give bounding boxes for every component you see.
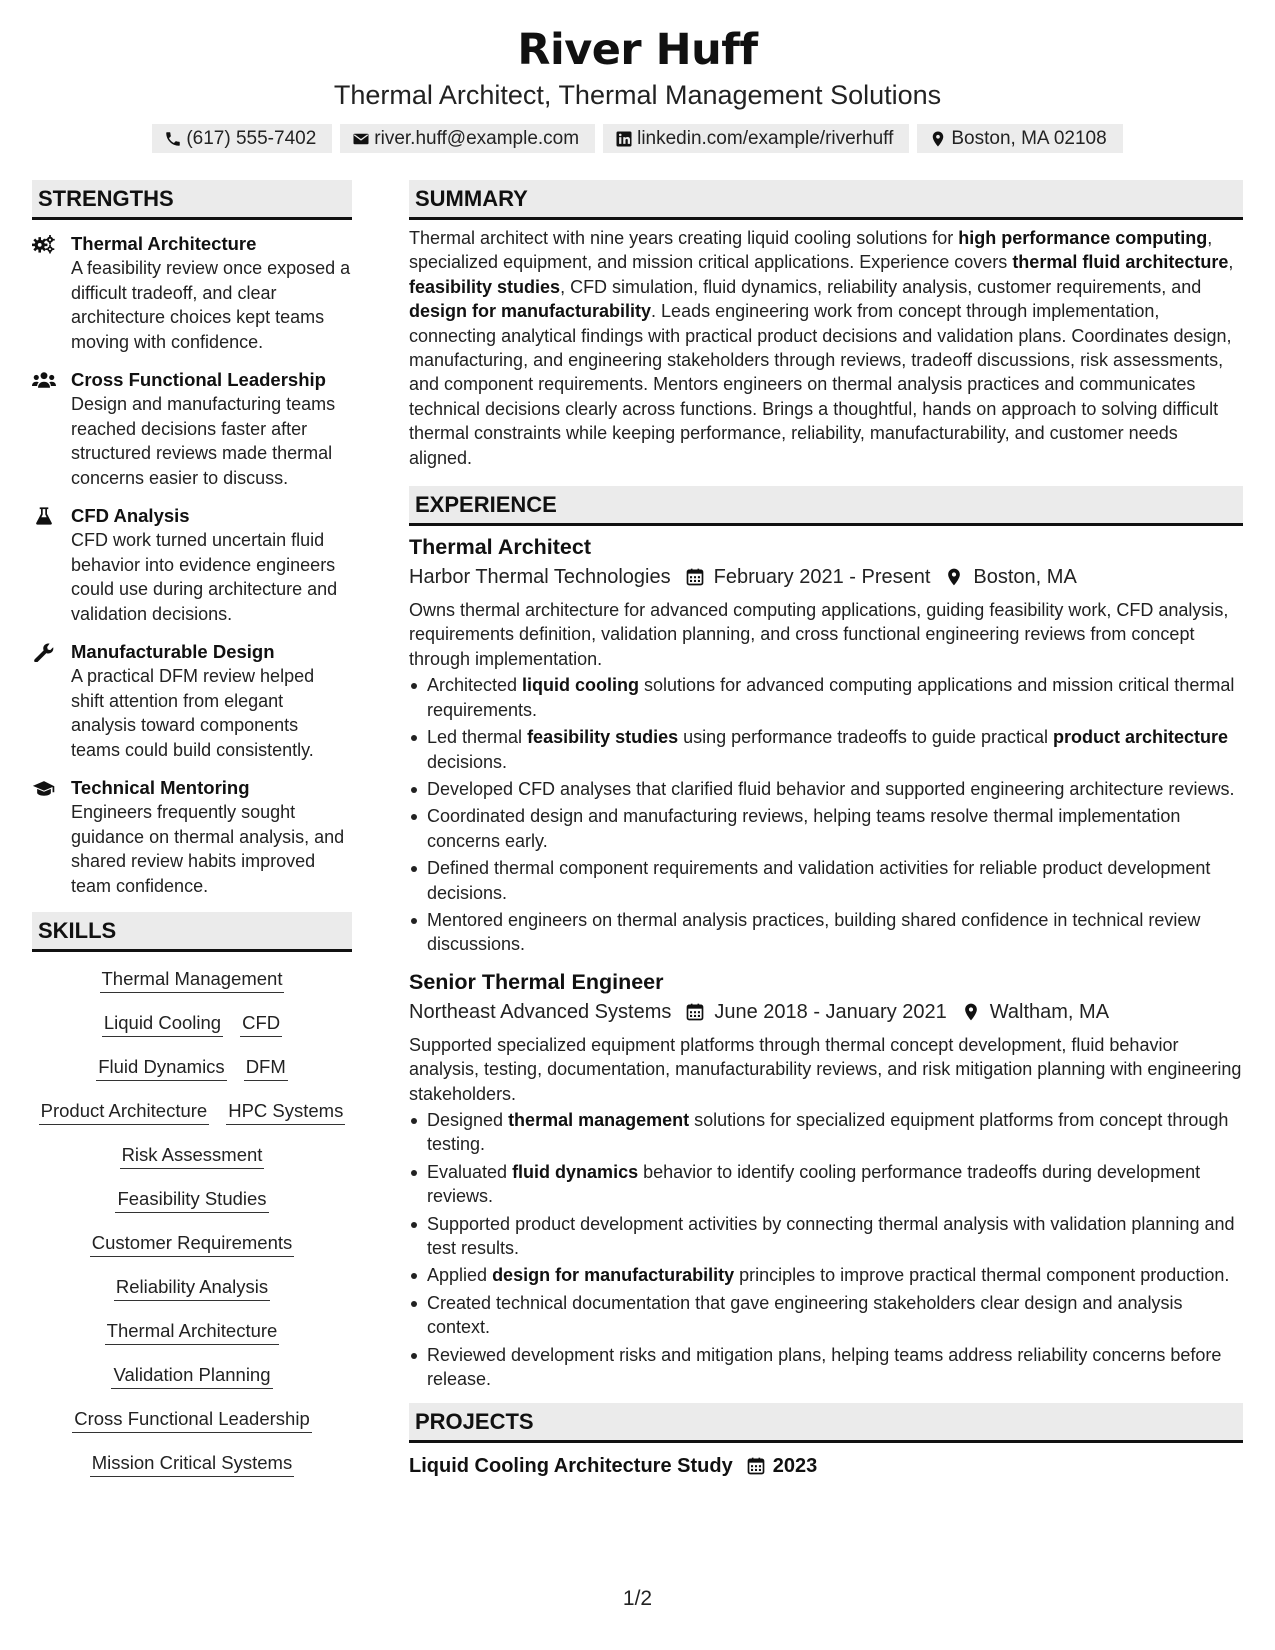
bullet-item (409, 908, 1243, 957)
text-segment: , CFD simulation, fluid dynamics, reliability analysis, customer requirements, and (560, 276, 1202, 297)
skill-tag: Thermal Management (100, 966, 285, 993)
text-segment: decisions. (427, 751, 508, 772)
bullet-item (409, 1343, 1243, 1392)
job-dates: February 2021 - Present (713, 566, 931, 589)
skill-row (32, 966, 352, 993)
text-segment: solutions for specialized equipment platforms from concept through testing. (427, 1109, 1229, 1155)
bold-keyword: design for manufacturability (409, 301, 652, 322)
job-entry (409, 532, 1243, 957)
bullet-item (409, 673, 1243, 722)
contact-email[interactable] (340, 124, 595, 153)
job-entry (409, 967, 1243, 1392)
bullet-item (409, 1108, 1243, 1157)
skill-tag: HPC Systems (226, 1098, 345, 1125)
map-pin-icon (961, 1002, 981, 1022)
strength-item (32, 640, 352, 762)
bold-keyword: product architecture (1053, 727, 1229, 748)
job-company: Northeast Advanced Systems (409, 1000, 672, 1023)
job-location-wrap (944, 562, 1076, 592)
summary-heading: SUMMARY (409, 180, 1243, 220)
users-icon (32, 370, 56, 390)
text-segment: Reviewed development risks and mitigation plans, helping teams address reliability concerns before release. (427, 1344, 1222, 1390)
skill-tag: Liquid Cooling (102, 1010, 223, 1037)
contact-location (917, 124, 1122, 153)
job-description: Owns thermal architecture for advanced computing applications, guiding feasibility work, CFD analysis, requirements definition, validation planning, and cross functional engineering reviews from concept through implementation. (409, 600, 1229, 669)
bold-keyword: fluid dynamics (512, 1161, 639, 1182)
contact-phone (152, 124, 332, 153)
text-segment: using performance tradeoffs to guide practical (678, 727, 1054, 748)
resume-header (0, 22, 1275, 153)
email-text: river.huff@example.com (374, 128, 580, 149)
text-segment: solutions for advanced computing applications and mission critical thermal requirements. (427, 675, 1235, 720)
job-dates-wrap (685, 997, 946, 1027)
strength-title: Manufacturable Design (71, 641, 275, 662)
text-segment: Thermal architect with nine years creating liquid cooling solutions for (409, 228, 959, 248)
strength-item (32, 232, 352, 354)
strength-text: A feasibility review once exposed a difficult tradeoff, and clear architecture choices kept teams moving with confidence. (71, 258, 351, 352)
strength-title: Cross Functional Leadership (71, 369, 326, 390)
bullet-item (409, 856, 1243, 905)
project-title: Liquid Cooling Architecture Study (409, 1455, 733, 1478)
text-segment: Coordinated design and manufacturing reviews, helping teams resolve thermal implementation concerns early. (427, 806, 1181, 851)
flask-icon (32, 506, 56, 526)
text-segment: Developed CFD analyses that clarified fluid behavior and supported engineering architecture reviews. (427, 778, 1235, 799)
contact-bar (0, 124, 1275, 153)
bold-keyword: thermal fluid architecture (1012, 252, 1229, 273)
strength-text: CFD work turned uncertain fluid behavior into evidence engineers could use during architecture and validation decisions. (71, 530, 338, 624)
job-meta (409, 562, 1243, 592)
skills-heading: SKILLS (32, 912, 352, 952)
bullet-item (409, 804, 1243, 853)
skill-tag: DFM (244, 1054, 288, 1081)
strength-title: Technical Mentoring (71, 777, 250, 798)
envelope-icon (352, 130, 370, 148)
calendar-icon (685, 1002, 705, 1022)
map-pin-icon (944, 567, 964, 587)
projects-heading: PROJECTS (409, 1403, 1243, 1443)
skill-row (32, 1450, 352, 1477)
strength-item (32, 504, 352, 626)
candidate-headline: Thermal Architect, Thermal Management Solutions (333, 80, 942, 110)
bold-keyword: high performance computing (958, 228, 1208, 248)
bullet-item (409, 1212, 1243, 1261)
strength-item (32, 776, 352, 898)
bullet-item (409, 1263, 1243, 1287)
skill-row (32, 1142, 352, 1169)
left-column (32, 180, 352, 1494)
bold-keyword: design for manufacturability (492, 1265, 735, 1286)
skill-row (32, 1318, 352, 1345)
skill-tag: Product Architecture (39, 1098, 210, 1125)
strength-title: Thermal Architecture (71, 233, 257, 254)
location-text: Boston, MA 02108 (951, 128, 1107, 149)
project-year: 2023 (772, 1455, 818, 1478)
job-dates: June 2018 - January 2021 (714, 1000, 947, 1023)
job-meta (409, 997, 1243, 1027)
skill-row (32, 1186, 352, 1213)
skill-tag: Validation Planning (111, 1362, 272, 1389)
text-segment: , (1228, 252, 1234, 273)
experience-heading: EXPERIENCE (409, 486, 1243, 526)
text-segment: . Leads engineering work from concept through implementation, connecting analytical findings with practical product decisions and validation plans. Coordinates design, manufacturing, and engineering stakeholders through reviews, tradeoff discussions, risk assessments, and component requirements. Mentors engineers on thermal analysis practices and communicates technical decisions clearly across functions. Brings a thoughtful, hands on approach to solving difficult thermal constraints while keeping performance, reliability, manufacturability, and customer needs aligned. (409, 301, 1232, 468)
text-segment: Evaluated (427, 1161, 513, 1182)
skill-row (32, 1406, 352, 1433)
bold-keyword: feasibility studies (409, 276, 561, 297)
project-item (409, 1451, 1243, 1481)
phone-text: (617) 555-7402 (186, 128, 317, 149)
skill-tag: Thermal Architecture (105, 1318, 280, 1345)
job-description: Supported specialized equipment platforms through thermal concept development, fluid behavior analysis, testing, documentation, manufacturability reviews, and risk mitigation planning with engineering stakeholders. (409, 1034, 1242, 1104)
graduation-cap-icon (32, 778, 56, 798)
linkedin-icon (615, 130, 633, 148)
bullet-item (409, 1291, 1243, 1340)
strength-item (32, 368, 352, 490)
skill-tag: Reliability Analysis (114, 1274, 270, 1301)
skill-tag: Risk Assessment (120, 1142, 265, 1169)
job-location: Waltham, MA (989, 1000, 1110, 1023)
linkedin-text: linkedin.com/example/riverhuff (637, 128, 894, 149)
right-column (409, 180, 1243, 1481)
strengths-list (32, 232, 352, 898)
text-segment: Created technical documentation that gave engineering stakeholders clear design and analysis context. (427, 1292, 1183, 1338)
skill-row (32, 1010, 352, 1037)
strength-text: Design and manufacturing teams reached decisions faster after structured reviews made thermal concerns easier to discuss. (71, 394, 336, 488)
text-segment: principles to improve practical thermal component production. (734, 1265, 1230, 1286)
strength-title: CFD Analysis (71, 505, 190, 526)
text-segment: Led thermal (427, 727, 528, 748)
experience-list (409, 532, 1243, 1391)
job-bullets (409, 1108, 1243, 1391)
job-title: Thermal Architect (409, 535, 592, 560)
skill-tag: Fluid Dynamics (96, 1054, 226, 1081)
skill-row (32, 1230, 352, 1257)
phone-icon (164, 130, 182, 148)
text-segment: Defined thermal component requirements and validation activities for reliable product development decisions. (427, 858, 1211, 903)
strength-text: A practical DFM review helped shift attention from elegant analysis toward components teams could build consistently. (71, 666, 315, 760)
text-segment: Mentored engineers on thermal analysis practices, building shared confidence in technical review discussions. (427, 909, 1201, 955)
gears-icon (32, 234, 56, 254)
job-location-wrap (961, 997, 1109, 1027)
text-segment: Applied (427, 1265, 493, 1286)
job-dates-wrap (685, 562, 931, 592)
skill-tag: Customer Requirements (90, 1230, 295, 1257)
skill-row (32, 1362, 352, 1389)
bullet-item (409, 1160, 1243, 1209)
wrench-icon (32, 642, 56, 662)
page-number: 1/2 (622, 1587, 653, 1610)
skill-row (32, 1054, 352, 1081)
calendar-icon (746, 1456, 766, 1476)
candidate-name: River Huff (517, 25, 758, 75)
skill-tag: CFD (240, 1010, 282, 1037)
skill-row (32, 1098, 352, 1125)
contact-linkedin[interactable] (603, 124, 909, 153)
job-title: Senior Thermal Engineer (409, 969, 664, 994)
text-segment: Architected (427, 675, 523, 696)
skill-tag: Feasibility Studies (115, 1186, 268, 1213)
strength-text: Engineers frequently sought guidance on thermal analysis, and shared review habits improved team confidence. (71, 802, 345, 896)
bullet-item (409, 725, 1243, 774)
text-segment: Supported product development activities by connecting thermal analysis with validation planning and test results. (427, 1213, 1235, 1258)
text-segment: behavior to identify cooling performance tradeoffs during development reviews. (427, 1161, 1201, 1207)
map-pin-icon (929, 130, 947, 148)
calendar-icon (685, 567, 705, 587)
strengths-heading: STRENGTHS (32, 180, 352, 220)
summary-text (409, 226, 1243, 470)
bullet-item (409, 777, 1243, 801)
skills-list (32, 966, 352, 1477)
bold-keyword: liquid cooling (522, 675, 640, 696)
skill-tag: Cross Functional Leadership (72, 1406, 312, 1433)
bold-keyword: thermal management (508, 1109, 690, 1130)
skill-row (32, 1274, 352, 1301)
text-segment: , specialized equipment, and mission critical applications. Experience covers (409, 228, 1213, 273)
job-company: Harbor Thermal Technologies (409, 566, 671, 589)
text-segment: Designed (427, 1109, 509, 1130)
skill-tag: Mission Critical Systems (90, 1450, 294, 1477)
job-bullets (409, 673, 1243, 956)
job-location: Boston, MA (973, 566, 1077, 589)
bold-keyword: feasibility studies (527, 727, 679, 748)
